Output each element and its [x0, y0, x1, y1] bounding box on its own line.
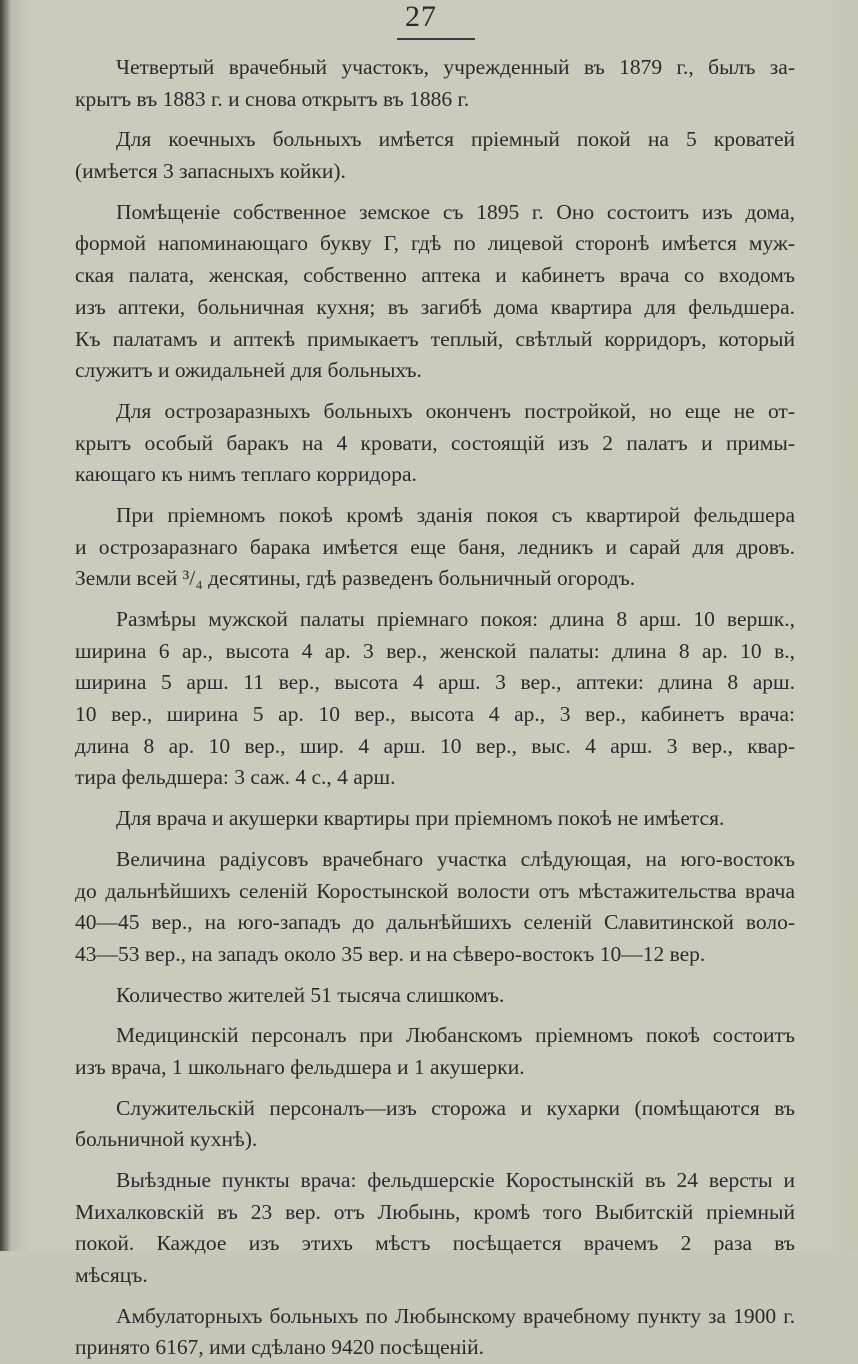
header-rule — [397, 38, 475, 40]
paragraph — [75, 52, 795, 115]
text-line: служитъ и ожидальней для больныхъ. — [75, 358, 422, 383]
text-line: больничной кухнѣ). — [75, 1127, 258, 1152]
paragraph — [75, 980, 795, 1012]
text-line: (имѣется 3 запасныхъ койки). — [75, 159, 346, 184]
text-line: до дальнѣйшихъ селеній Коростынской волости отъ мѣстажительства врача — [75, 878, 795, 903]
paragraph — [75, 604, 795, 794]
paragraph-gap — [75, 971, 795, 980]
body-text — [75, 52, 795, 1364]
text-line: изъ врача, 1 школьнаго фельдшера и 1 акушерки. — [75, 1054, 525, 1079]
text-line: Выѣздные пункты врача: фельдшерскіе Коростынскій въ 24 версты и — [116, 1168, 795, 1192]
text-line: Земли всей ³/₄ десятины, гдѣ разведенъ больничный огородъ. — [75, 566, 636, 591]
paragraph — [75, 1093, 795, 1156]
paragraph — [75, 396, 795, 491]
text-line: ширина 6 ар., высота 4 ар. 3 вер., женской палаты: длина 8 ар. 10 в., — [75, 638, 795, 663]
paragraph-gap — [75, 188, 795, 197]
paragraph-gap — [75, 1011, 795, 1020]
text-line: Помѣщеніе собственное земское съ 1895 г. Оно состоитъ изъ дома, — [116, 199, 795, 224]
binding-shadow — [0, 0, 10, 1251]
text-line: Михалковскій въ 23 вер. отъ Любынь, кромѣ того Выбитскій пріемный — [75, 1199, 795, 1224]
text-line: ская палата, женская, собственно аптека и кабинетъ врача со входомъ — [75, 263, 795, 288]
paragraph — [75, 844, 795, 971]
text-line: ширина 5 арш. 11 вер., высота 4 арш. 3 вер., аптеки: длина 8 арш. — [75, 670, 795, 695]
text-line: Къ палатамъ и аптекѣ примыкаетъ теплый, свѣтлый корридоръ, который — [75, 326, 795, 351]
paragraph-gap — [75, 1156, 795, 1165]
text-line: При пріемномъ покоѣ кромѣ зданія покоя съ квартирой фельдшера — [116, 502, 795, 527]
text-line: Для острозаразныхъ больныхъ оконченъ постройкой, но еще не от- — [116, 398, 795, 423]
text-line: Размѣры мужской палаты пріемнаго покоя: длина 8 арш. 10 вершк., — [116, 607, 795, 631]
paragraph-gap — [75, 595, 795, 604]
text-line: принято 6167, ими сдѣлано 9420 посѣщеній. — [75, 1335, 485, 1360]
text-line: формой напоминающаго букву Г, гдѣ по лицевой сторонѣ имѣется муж- — [75, 231, 795, 256]
paragraph — [75, 197, 795, 387]
text-line: изъ аптеки, больничная кухня; въ загибѣ дома квартира для фельдшера. — [75, 294, 795, 319]
paragraph — [75, 803, 795, 835]
paragraph — [75, 124, 795, 187]
text-line: Служительскій персоналъ—изъ сторожа и кухарки (помѣщаются въ — [116, 1095, 795, 1120]
paragraph-gap — [75, 1292, 795, 1301]
text-line: покой. Каждое изъ этихъ мѣстъ посѣщается врачемъ 2 раза въ — [75, 1231, 795, 1256]
text-line: Для врача и акушерки квартиры при пріемномъ покоѣ не имѣется. — [116, 806, 725, 831]
text-line: Амбулаторныхъ больныхъ по Любынскому врачебному пункту за 1900 г. — [116, 1303, 795, 1328]
paragraph-gap — [75, 115, 795, 124]
text-line: Величина радіусовъ врачебнаго участка слѣдующая, на юго-востокъ — [116, 846, 795, 871]
paragraph-gap — [75, 1084, 795, 1093]
text-line: крытъ особый баракъ на 4 кровати, состоящій изъ 2 палатъ и примы- — [75, 430, 795, 455]
text-line: и острозаразнаго барака имѣется еще баня, ледникъ и сарай для дровъ. — [75, 534, 795, 559]
text-line: 10 вер., ширина 5 ар. 10 вер., высота 4 ар., 3 вер., кабинетъ врача: — [75, 702, 795, 727]
text-line: Количество жителей 51 тысяча слишкомъ. — [116, 982, 505, 1007]
paragraph-gap — [75, 387, 795, 396]
paragraph — [75, 1301, 795, 1364]
text-line: Четвертый врачебный участокъ, учрежденный въ 1879 г., былъ за- — [116, 55, 795, 79]
text-line: кающаго къ нимъ теплаго корридора. — [75, 462, 417, 487]
paragraph — [75, 1165, 795, 1292]
text-line: 43—53 вер., на западъ около 35 вер. и на сѣверо-востокъ 10—12 вер. — [75, 941, 706, 966]
paragraph — [75, 500, 795, 595]
text-line: мѣсяцъ. — [75, 1263, 148, 1288]
paragraph — [75, 1020, 795, 1083]
text-line: тира фельдшера: 3 саж. 4 с., 4 арш. — [75, 765, 396, 790]
text-line: Для коечныхъ больныхъ имѣется пріемный покой на 5 кроватей — [116, 127, 795, 152]
text-line: длина 8 ар. 10 вер., шир. 4 арш. 10 вер., выс. 4 арш. 3 вер., квар- — [75, 733, 795, 758]
paragraph-gap — [75, 491, 795, 500]
text-line: крытъ въ 1883 г. и снова открытъ въ 1886 г. — [75, 86, 470, 111]
text-line: Медицинскій персоналъ при Любанскомъ пріемномъ покоѣ состоитъ — [116, 1023, 795, 1048]
paragraph-gap — [75, 794, 795, 803]
text-line: 40—45 вер., на юго-западъ до дальнѣйшихъ селеній Славитинской воло- — [75, 910, 795, 935]
page-number: 27 — [405, 0, 437, 33]
paragraph-gap — [75, 835, 795, 844]
